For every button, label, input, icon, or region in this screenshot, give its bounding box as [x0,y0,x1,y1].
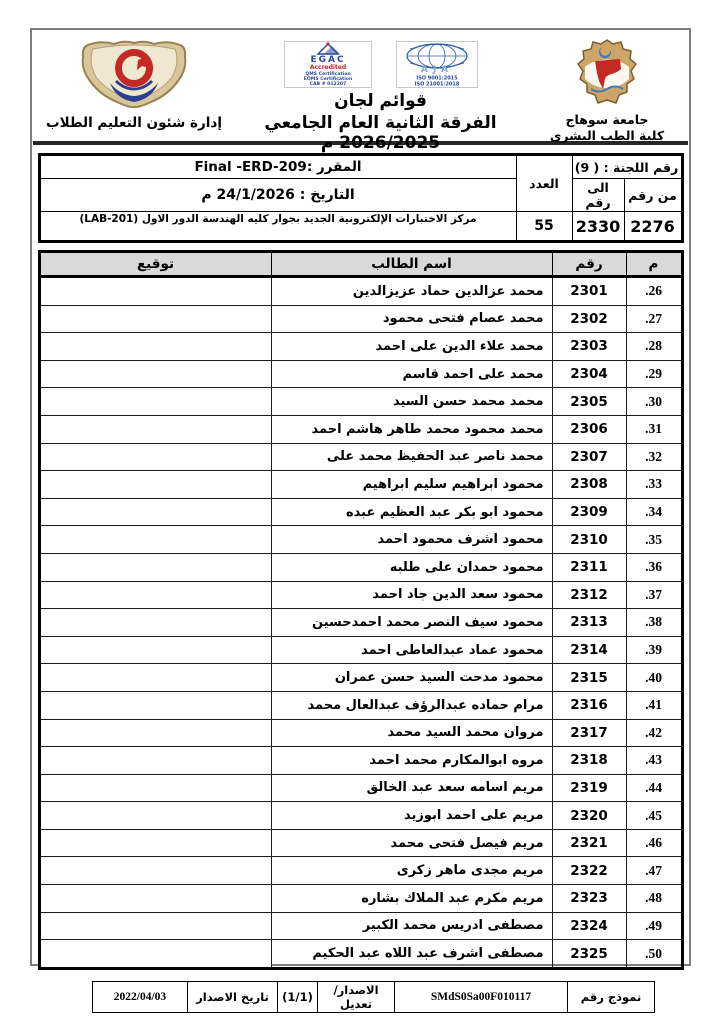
name-cell: مريم مكرم عبد الملاك بشاره [271,885,552,913]
serial-cell: 43. [626,747,682,775]
table-row [39,388,682,416]
name-header: اسم الطالب [271,252,552,277]
name-cell: محمد محمد حسن السيد [271,388,552,416]
number-header: رقم [552,252,626,277]
svg-text:ISO 9001:2015: ISO 9001:2015 [415,75,458,82]
serial-cell: 32. [626,443,682,471]
name-cell: محمد ناصر عبد الحفيظ محمد على [271,443,552,471]
department-name: إدارة شئون التعليم الطلاب [46,115,222,131]
name-cell: محمود مدحت السيد حسن عمران [271,664,552,692]
serial-cell: 28. [626,333,682,361]
serial-cell: 35. [626,526,682,554]
number-cell: 2318 [552,747,626,775]
table-row [39,305,682,333]
signature-cell [39,277,271,306]
name-cell: محمد عصام فتحى محمود [271,305,552,333]
signature-cell [39,471,271,499]
table-row [39,747,682,775]
name-cell: محمود اشرف محمود احمد [271,526,552,554]
signature-cell [39,719,271,747]
table-row [39,774,682,802]
number-cell: 2321 [552,829,626,857]
name-cell: مرام حماده عبدالرؤف عبدالعال محمد [271,691,552,719]
signature-cell [39,857,271,885]
table-row [39,609,682,637]
signature-cell [39,581,271,609]
issue-value: (1/1) [278,981,318,1012]
serial-cell: 38. [626,609,682,637]
serial-cell: 41. [626,691,682,719]
svg-text:CAB # 012207: CAB # 012207 [309,82,346,87]
table-row [39,857,682,885]
student-table-body [39,277,682,969]
number-cell: 2307 [552,443,626,471]
signature-cell [39,415,271,443]
table-row [39,719,682,747]
name-cell: مريم على احمد ابوزيد [271,802,552,830]
sohag-university-logo-icon [577,39,637,107]
serial-cell: 36. [626,553,682,581]
signature-cell [39,885,271,913]
name-cell: مصطفى ادريس محمد الكبير [271,912,552,940]
signature-cell [39,774,271,802]
header-center [228,39,533,153]
serial-cell: 49. [626,912,682,940]
signature-cell [39,333,271,361]
number-cell: 2323 [552,885,626,913]
number-cell: 2313 [552,609,626,637]
page-subtitle: الفرقة الثانية العام الجامعي 2026/2025 م [264,113,497,153]
svg-text:AJA: AJA [420,65,453,75]
footer [32,981,689,1013]
name-cell: محمود حمدان على طلبه [271,553,552,581]
signature-cell [39,636,271,664]
signature-cell [39,609,271,637]
committee-number-label: رقم اللجنة : ( 9) [572,155,682,179]
signature-cell [39,747,271,775]
serial-cell: 45. [626,802,682,830]
count-value: 55 [516,212,572,242]
serial-cell: 46. [626,829,682,857]
serial-cell: 39. [626,636,682,664]
table-row [39,360,682,388]
number-cell: 2304 [552,360,626,388]
serial-cell: 30. [626,388,682,416]
name-cell: محمود عماد عبدالعاطى احمد [271,636,552,664]
name-cell: مريم اسامه سعد عبد الخالق [271,774,552,802]
table-row [39,415,682,443]
number-cell: 2316 [552,691,626,719]
serial-cell: 29. [626,360,682,388]
name-cell: مروان محمد السيد محمد [271,719,552,747]
signature-cell [39,526,271,554]
faculty-name: كلية الطب البشرى [549,128,665,143]
number-cell: 2322 [552,857,626,885]
signature-cell [39,553,271,581]
name-cell: مريم مجدى ماهر زكرى [271,857,552,885]
name-cell: مريم فيصل فتحى محمد [271,829,552,857]
serial-cell: 27. [626,305,682,333]
serial-cell: 31. [626,415,682,443]
signature-cell [39,664,271,692]
table-row [39,471,682,499]
number-cell: 2320 [552,802,626,830]
faculty-medicine-logo-icon [76,39,192,109]
signature-cell [39,802,271,830]
name-cell: محمود ابو بكر عبد العظيم عبده [271,498,552,526]
name-cell: مروه ابوالمكارم محمد احمد [271,747,552,775]
table-row [39,553,682,581]
svg-text:Accredited: Accredited [309,64,346,71]
exam-info-table [38,153,684,243]
issue-label: الاصدار/تعديل [318,981,395,1012]
serial-cell: 26. [626,277,682,306]
page-frame [30,28,691,1011]
student-table [38,250,684,970]
table-row [39,802,682,830]
department-block [40,39,228,137]
signature-cell [39,443,271,471]
serial-header: م [626,252,682,277]
svg-text:EGAC: EGAC [309,55,346,65]
number-cell: 2302 [552,305,626,333]
svg-text:ISO 21001:2018: ISO 21001:2018 [414,81,459,88]
to-number-value: 2330 [572,212,624,242]
serial-cell: 37. [626,581,682,609]
signature-cell [39,388,271,416]
number-cell: 2306 [552,415,626,443]
university-block [533,39,681,143]
issue-date-label: تاريخ الاصدار [188,981,278,1012]
table-row [39,277,682,306]
table-row [39,333,682,361]
date-value: التاريخ : 24/1/2026 م [39,179,516,212]
serial-cell: 42. [626,719,682,747]
exam-location: مركز الاختبارات الإلكترونية الجديد بجوار كليه الهندسة الدور الاول (LAB-201) [39,212,516,242]
name-cell: محمود سعد الدين جاد احمد [271,581,552,609]
number-cell: 2303 [552,333,626,361]
number-cell: 2319 [552,774,626,802]
to-number-label: الى رقم [572,179,624,212]
signature-cell [39,691,271,719]
table-row [39,664,682,692]
table-row [39,443,682,471]
serial-cell: 48. [626,885,682,913]
from-number-value: 2276 [624,212,682,242]
signature-cell [39,498,271,526]
serial-cell: 50. [626,940,682,969]
serial-cell: 33. [626,471,682,499]
name-cell: محمود سيف النصر محمد احمدحسين [271,609,552,637]
number-cell: 2324 [552,912,626,940]
table-row [39,691,682,719]
page-title: قوائم لجان [334,91,427,111]
serial-cell: 47. [626,857,682,885]
name-cell: محمد محمود محمد طاهر هاشم احمد [271,415,552,443]
table-row [39,829,682,857]
svg-text:EOMS Certification: EOMS Certification [303,77,352,82]
egac-logo-icon [284,41,372,88]
table-row [39,636,682,664]
signature-cell [39,940,271,969]
table-row [39,498,682,526]
number-cell: 2317 [552,719,626,747]
table-row [39,940,682,969]
number-cell: 2305 [552,388,626,416]
svg-text:QMS Certification: QMS Certification [304,72,351,77]
serial-cell: 40. [626,664,682,692]
form-number-label: نموذج رقم [568,981,655,1012]
name-cell: محمد على احمد قاسم [271,360,552,388]
signature-cell [39,305,271,333]
certification-logos [228,41,533,88]
number-cell: 2301 [552,277,626,306]
student-table-header-row [39,252,682,277]
number-cell: 2314 [552,636,626,664]
table-row [39,526,682,554]
aja-logo-icon [396,41,478,88]
number-cell: 2315 [552,664,626,692]
table-row [39,912,682,940]
course-value: المقرر :Final -ERD-209 [39,155,516,179]
number-cell: 2311 [552,553,626,581]
form-number-value: SMdS0Sa00F010117 [395,981,568,1012]
table-row [39,885,682,913]
number-cell: 2325 [552,940,626,969]
signature-header: توقيع [39,252,271,277]
serial-cell: 34. [626,498,682,526]
form-meta-table [92,981,655,1013]
name-cell: محمد عزالدين حماد عزيزالدين [271,277,552,306]
page-header [32,30,689,153]
signature-cell [39,912,271,940]
issue-date-value: 2022/04/03 [93,981,188,1012]
university-name: جامعة سوهاج [565,112,649,127]
number-cell: 2310 [552,526,626,554]
count-label: العدد [516,155,572,212]
signature-cell [39,360,271,388]
table-row [39,581,682,609]
name-cell: محمود ابراهيم سليم ابراهيم [271,471,552,499]
from-number-label: من رقم [624,179,682,212]
signature-cell [39,829,271,857]
number-cell: 2309 [552,498,626,526]
number-cell: 2312 [552,581,626,609]
serial-cell: 44. [626,774,682,802]
name-cell: مصطفى اشرف عبد اللاه عبد الحكيم [271,940,552,969]
name-cell: محمد علاء الدين على احمد [271,333,552,361]
number-cell: 2308 [552,471,626,499]
